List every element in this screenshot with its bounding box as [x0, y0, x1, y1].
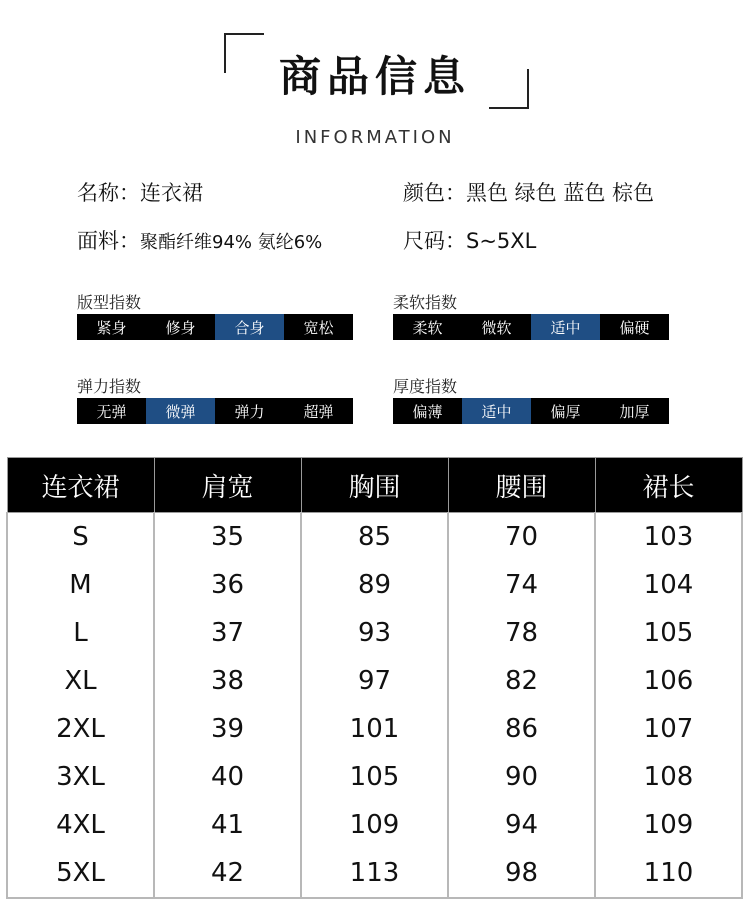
table-cell: 70 [448, 513, 595, 562]
info-size [403, 225, 536, 255]
index-label-thickness: 厚度指数 [393, 377, 458, 396]
table-cell: 74 [448, 561, 595, 609]
table-header-row [7, 458, 742, 513]
info-name-value: 连衣裙 [140, 181, 203, 205]
table-cell: 103 [595, 513, 742, 562]
table-cell: S [7, 513, 154, 562]
table-cell: 5XL [7, 849, 154, 898]
table-cell: 98 [448, 849, 595, 898]
table-cell: 85 [301, 513, 448, 562]
table-cell: 109 [595, 801, 742, 849]
page-subtitle: INFORMATION [295, 127, 455, 148]
index-bar-fit [77, 314, 353, 340]
info-fabric [77, 225, 322, 255]
index-bar-softness [393, 314, 669, 340]
table-cell: 40 [154, 753, 301, 801]
info-color [403, 177, 654, 207]
table-cell: 41 [154, 801, 301, 849]
index-option: 修身 [165, 318, 196, 337]
table-row [7, 705, 742, 753]
table-cell: 101 [301, 705, 448, 753]
info-name-label: 名称： [77, 181, 140, 205]
index-option: 加厚 [619, 402, 650, 421]
index-option: 微软 [481, 318, 512, 337]
index-label-fit: 版型指数 [77, 293, 142, 312]
table-cell: L [7, 609, 154, 657]
table-cell: 36 [154, 561, 301, 609]
table-row [7, 753, 742, 801]
index-option: 无弹 [96, 402, 127, 421]
info-fabric-label: 面料： [77, 229, 140, 253]
index-option: 偏厚 [550, 402, 581, 421]
table-cell: 107 [595, 705, 742, 753]
table-cell: 35 [154, 513, 301, 562]
table-cell: 42 [154, 849, 301, 898]
table-cell: 113 [301, 849, 448, 898]
table-row [7, 801, 742, 849]
index-option: 偏薄 [412, 402, 443, 421]
table-row [7, 657, 742, 705]
table-row [7, 561, 742, 609]
table-cell: 104 [595, 561, 742, 609]
index-label-softness: 柔软指数 [393, 293, 458, 312]
table-cell: 89 [301, 561, 448, 609]
index-option: 适中 [462, 398, 531, 424]
table-cell: 94 [448, 801, 595, 849]
info-size-label: 尺码： [403, 229, 466, 253]
index-option: 微弹 [146, 398, 215, 424]
table-cell: 106 [595, 657, 742, 705]
table-cell: 110 [595, 849, 742, 898]
info-color-value: 黑色 绿色 蓝色 棕色 [466, 181, 655, 205]
index-option: 弹力 [234, 402, 265, 421]
table-row [7, 513, 742, 562]
info-fabric-value: 聚酯纤维94% 氨纶6% [140, 232, 323, 253]
table-cell: 105 [595, 609, 742, 657]
header [0, 0, 750, 160]
table-cell: 39 [154, 705, 301, 753]
index-option: 宽松 [303, 318, 334, 337]
table-cell: 86 [448, 705, 595, 753]
info-color-label: 颜色： [403, 181, 466, 205]
index-bar-thickness [393, 398, 669, 424]
index-option: 柔软 [412, 318, 443, 337]
column-header: 连衣裙 [7, 458, 154, 513]
column-header: 肩宽 [154, 458, 301, 513]
table-cell: 109 [301, 801, 448, 849]
column-header: 腰围 [448, 458, 595, 513]
column-header: 胸围 [301, 458, 448, 513]
table-cell: 4XL [7, 801, 154, 849]
table-cell: 3XL [7, 753, 154, 801]
table-row [7, 849, 742, 898]
table-row [7, 609, 742, 657]
table-cell: 108 [595, 753, 742, 801]
table-cell: 82 [448, 657, 595, 705]
index-option: 合身 [215, 314, 284, 340]
table-cell: 37 [154, 609, 301, 657]
index-bar-elasticity [77, 398, 353, 424]
info-size-value: S~5XL [466, 229, 537, 253]
page-title: 商品信息 [278, 52, 471, 101]
table-cell: 78 [448, 609, 595, 657]
index-option: 偏硬 [619, 318, 650, 337]
table-cell: 105 [301, 753, 448, 801]
index-label-elasticity: 弹力指数 [77, 377, 142, 396]
table-cell: 2XL [7, 705, 154, 753]
size-table [6, 457, 743, 899]
table-cell: M [7, 561, 154, 609]
table-cell: 97 [301, 657, 448, 705]
table-cell: 38 [154, 657, 301, 705]
column-header: 裙长 [595, 458, 742, 513]
table-cell: 90 [448, 753, 595, 801]
index-option: 适中 [531, 314, 600, 340]
table-cell: XL [7, 657, 154, 705]
index-option: 紧身 [96, 318, 127, 337]
index-option: 超弹 [303, 402, 334, 421]
table-cell: 93 [301, 609, 448, 657]
info-name [77, 177, 203, 207]
